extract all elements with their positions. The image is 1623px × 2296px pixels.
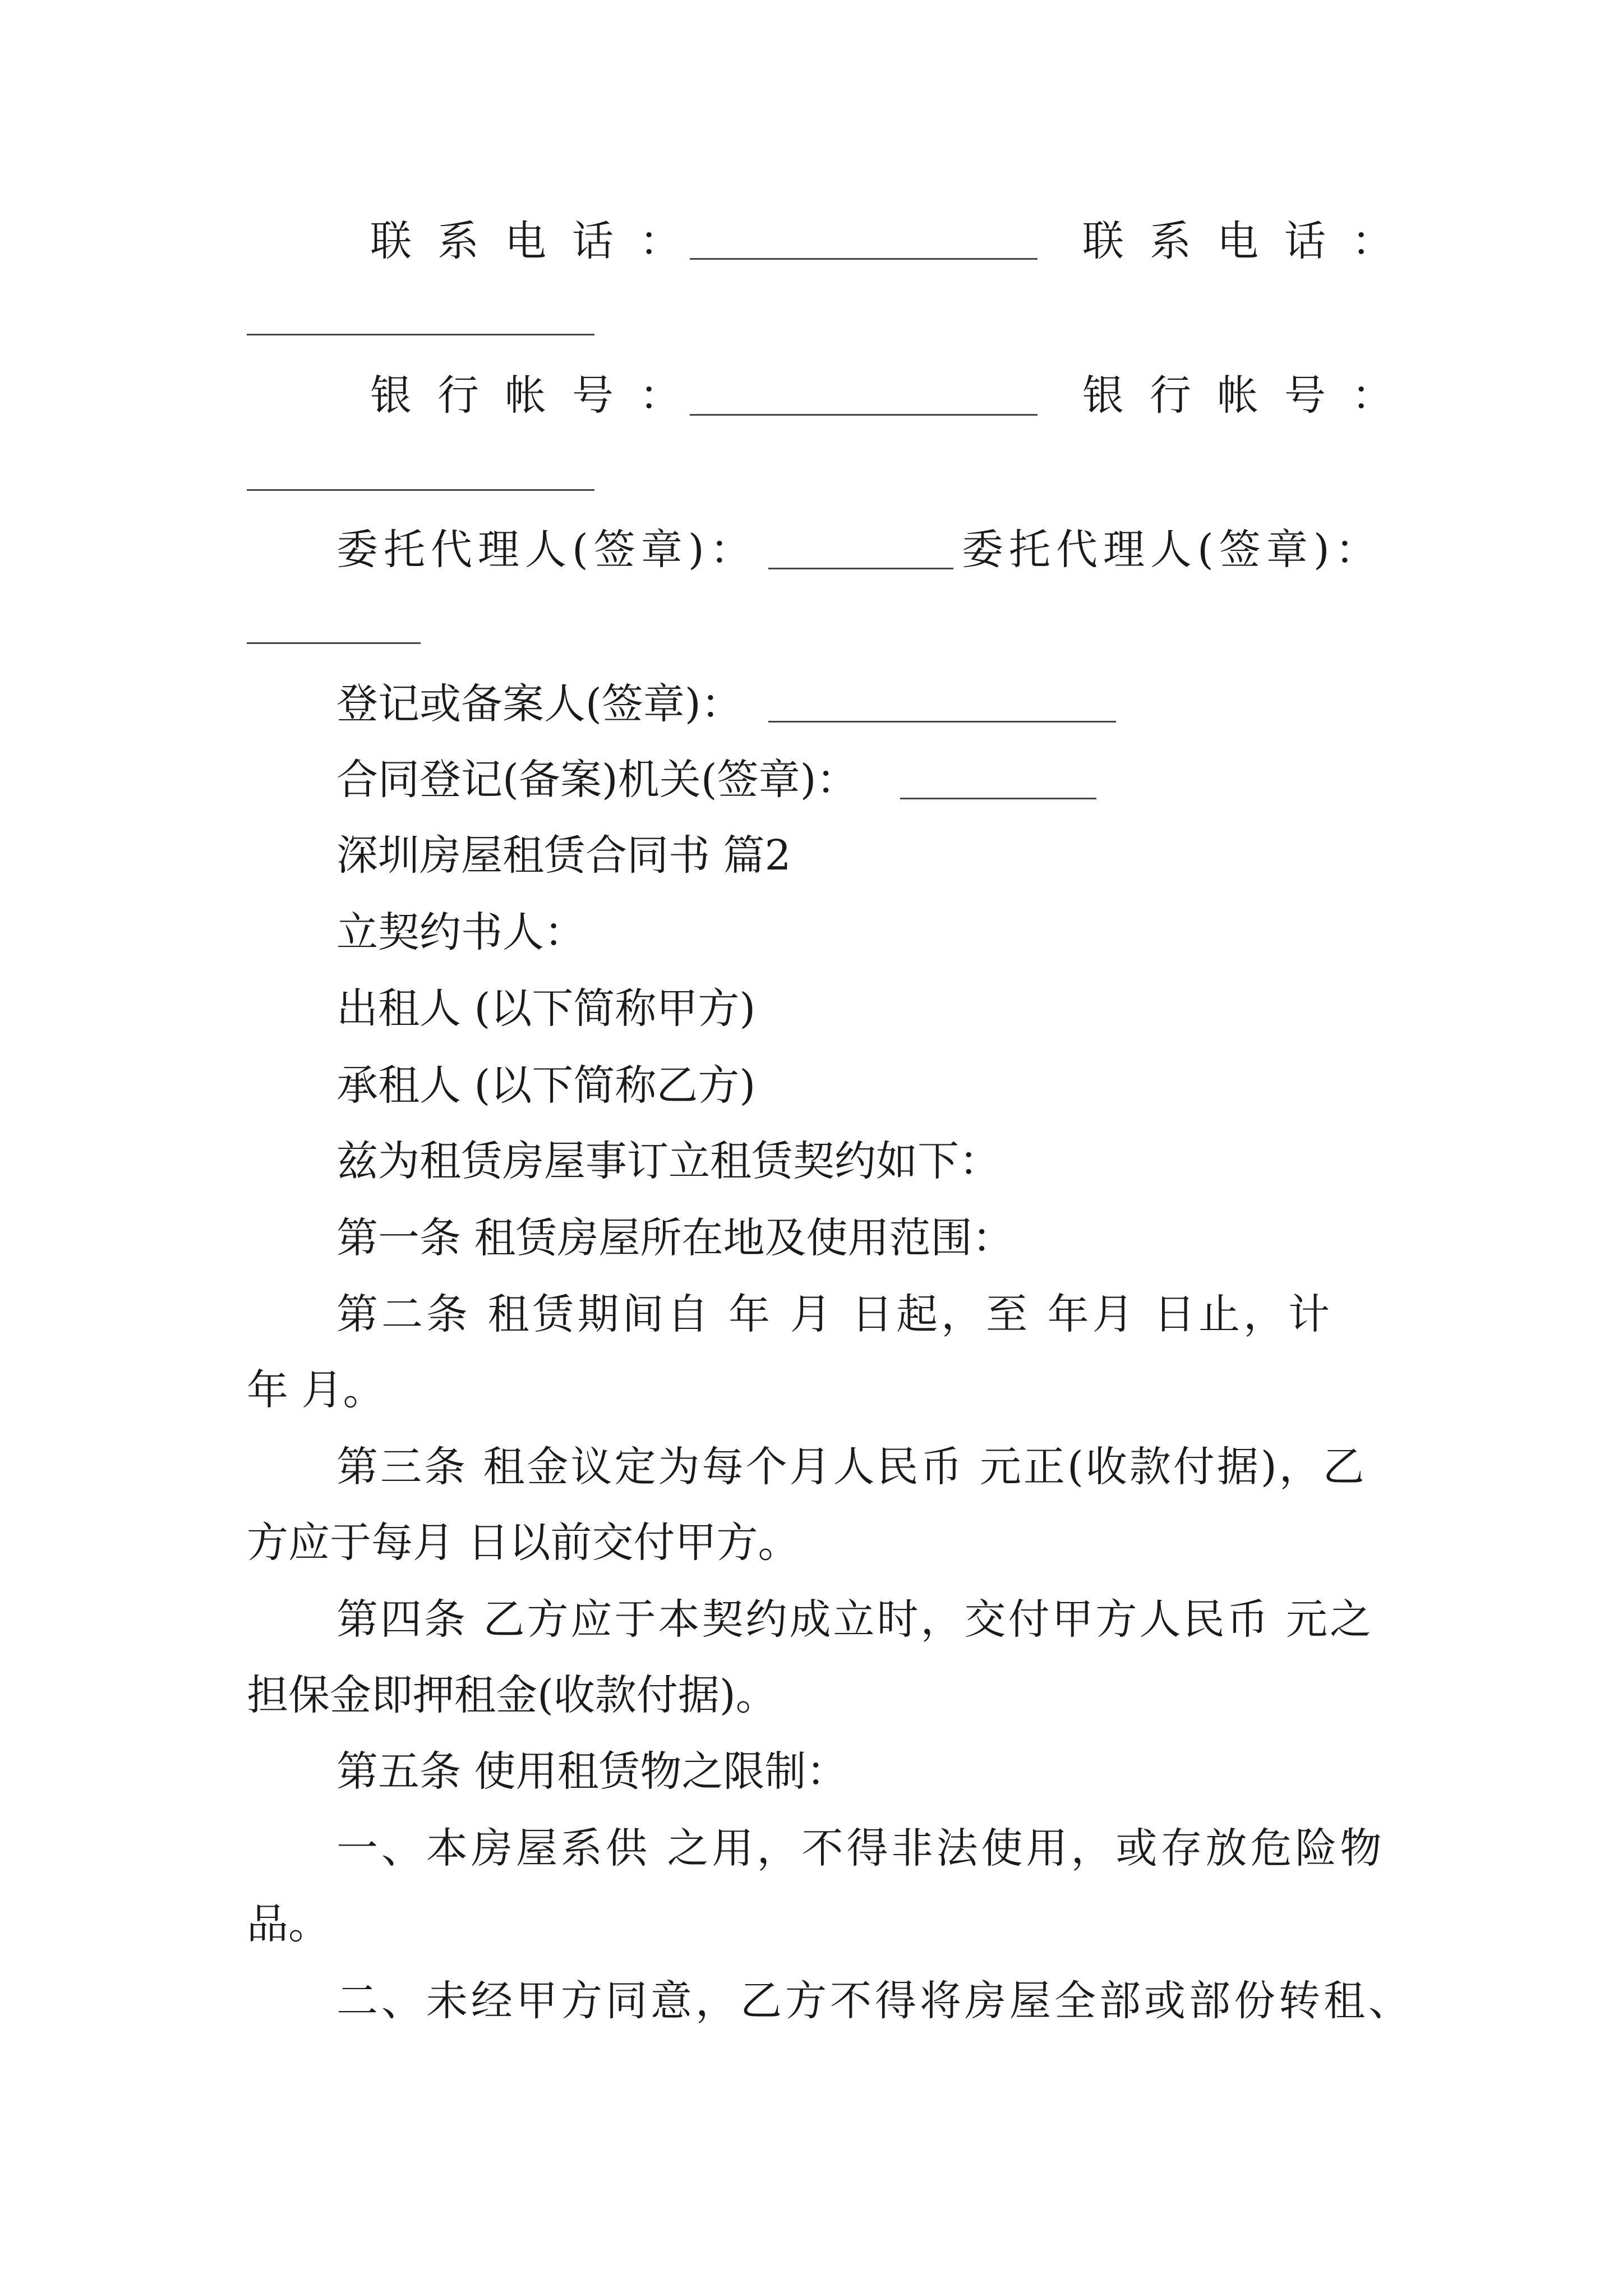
item-1-line2: 品。 (247, 1900, 330, 1948)
phone-blank-right (247, 334, 594, 335)
article-1: 第一条 租赁房屋所在地及使用范围： (336, 1214, 1014, 1262)
authority-blank (900, 798, 1096, 799)
bank-blank-left (690, 414, 1038, 416)
section-title: 深圳房屋租赁合同书 篇2 (336, 831, 791, 880)
agent-blank-left (768, 568, 953, 569)
agent-blank-right (247, 642, 421, 644)
item-2-line1: 二、未经甲方同意，乙方不得将房屋全部或部份转租、 (336, 1977, 1413, 2025)
article-2-line1: 第二条 租赁期间自 年 月 日起，至 年月 日止，计 (336, 1290, 1334, 1338)
registrant-label: 登记或备案人(签章)： (336, 680, 743, 728)
bank-label-left: 银行帐号： (370, 371, 707, 420)
bank-blank-right (247, 489, 594, 491)
authority-label: 合同登记(备案)机关(签章)： (336, 756, 858, 804)
item-1-line1: 一、本房屋系供 之用，不得非法使用，或存放危险物 (336, 1824, 1385, 1872)
article-5: 第五条 使用租赁物之限制： (336, 1747, 848, 1796)
article-4-line2: 担保金即押租金(收款付据)。 (247, 1671, 777, 1719)
registrant-blank (768, 721, 1116, 723)
article-4-line1: 第四条 乙方应于本契约成立时，交付甲方人民币 元之 (336, 1595, 1374, 1644)
phone-label-right: 联系电话： (1082, 217, 1419, 265)
intro-line: 兹为租赁房屋事订立租赁契约如下： (336, 1137, 1000, 1185)
article-3-line1: 第三条 租金议定为每个月人民币 元正(收款付据)，乙 (336, 1443, 1367, 1491)
phone-blank-left (690, 258, 1038, 260)
agent-label-right: 委托代理人(签章)： (962, 526, 1382, 574)
lessee-line: 承租人 (以下简称乙方) (336, 1061, 756, 1110)
lessor-line: 出租人 (以下简称甲方) (336, 984, 756, 1033)
article-2-line2: 年 月。 (247, 1366, 385, 1414)
agent-label-left: 委托代理人(签章)： (336, 526, 757, 574)
signers-line: 立契约书人： (336, 908, 585, 956)
bank-label-right: 银行帐号： (1082, 371, 1419, 420)
phone-label-left: 联系电话： (370, 217, 707, 265)
article-3-line2: 方应于每月 日以前交付甲方。 (247, 1519, 800, 1567)
